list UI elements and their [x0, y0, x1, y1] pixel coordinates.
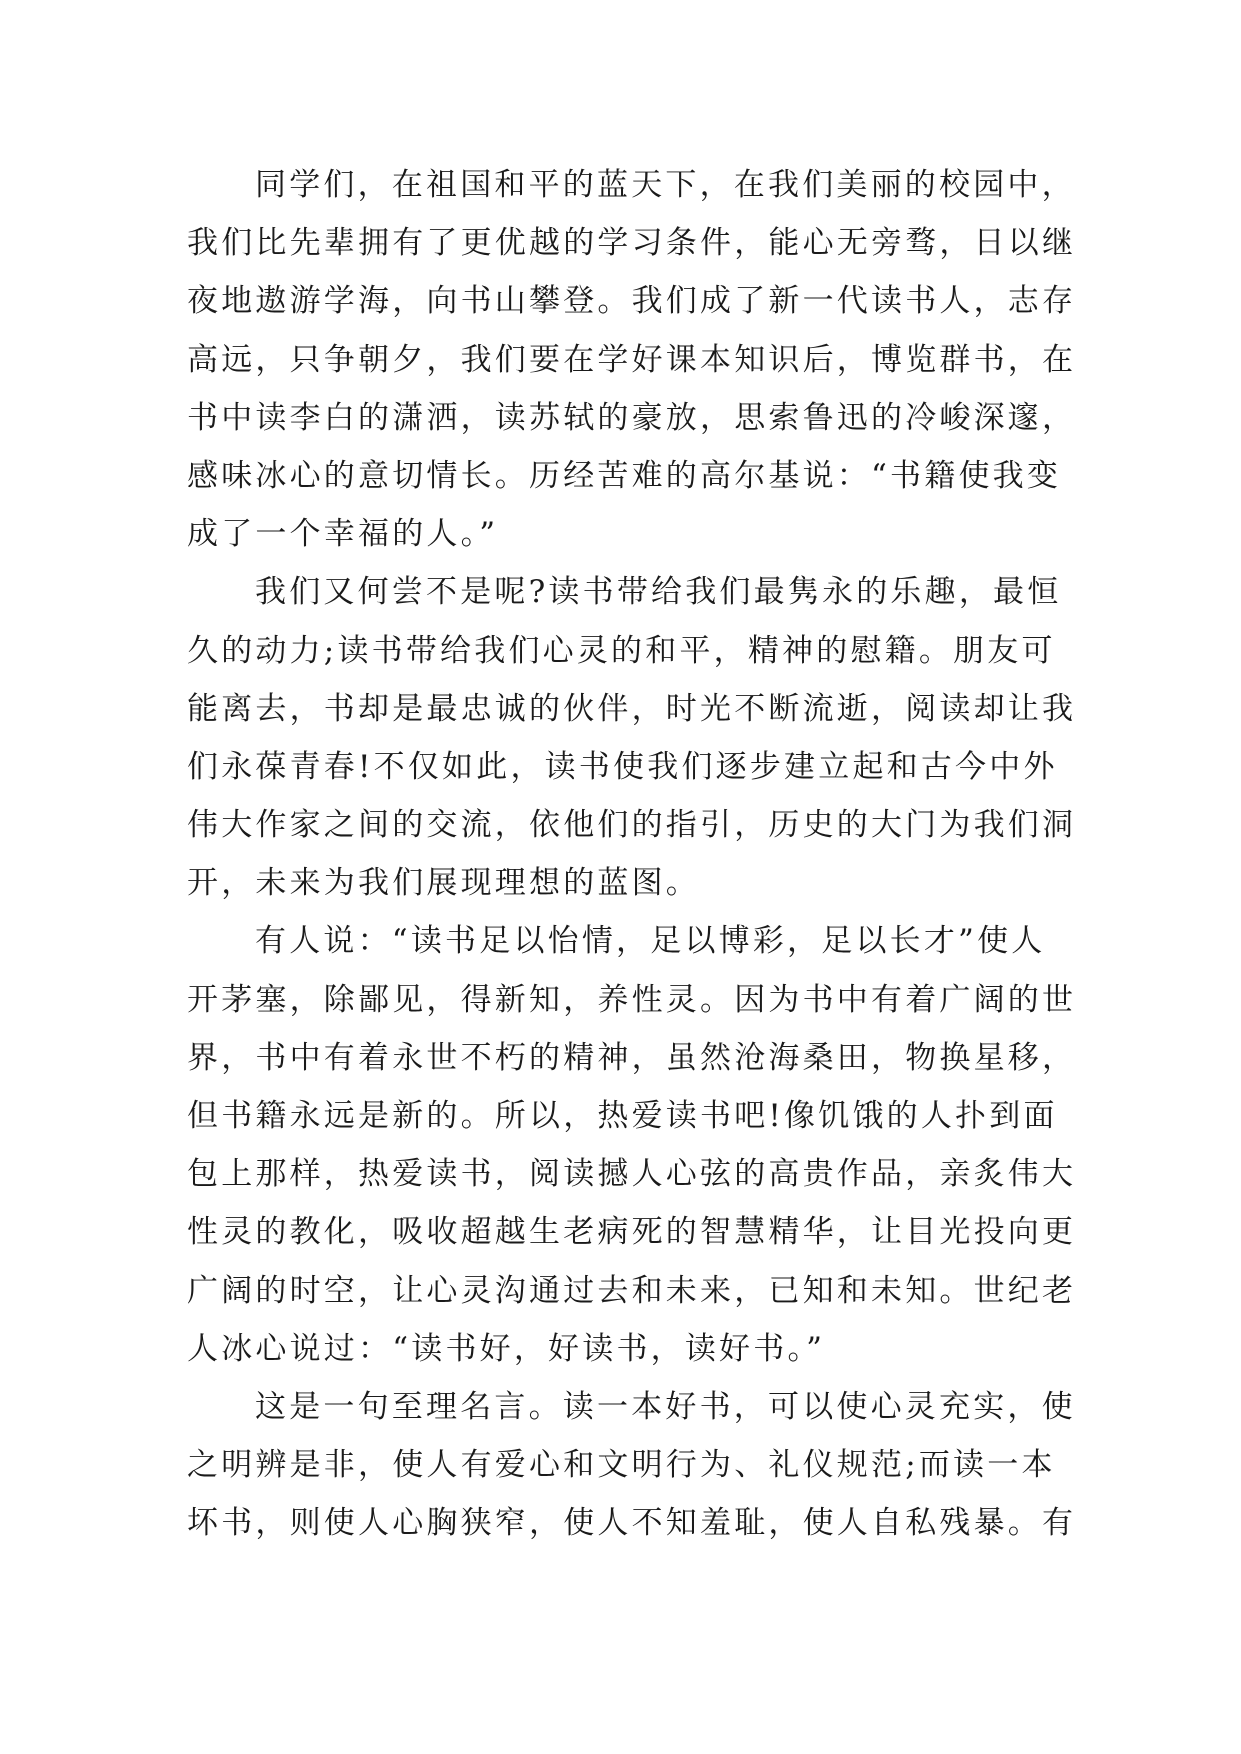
text-line: 开茅塞，除鄙见，得新知，养性灵。因为书中有着广阔的世: [187, 981, 1077, 1018]
text-line: 我们比先辈拥有了更优越的学习条件，能心无旁骛，日以继: [187, 225, 1077, 262]
text-line: 高远，只争朝夕，我们要在学好课本知识后，博览群书，在: [187, 341, 1077, 378]
text-line: 久的动力;读书带给我们心灵的和平，精神的慰籍。朋友可: [187, 632, 1056, 669]
text-line: 性灵的教化，吸收超越生老病死的智慧精华，让目光投向更: [187, 1214, 1077, 1251]
document-body: [187, 156, 1077, 1553]
text-line: 们永葆青春!不仅如此，读书使我们逐步建立起和古今中外: [187, 748, 1058, 785]
text-line: 广阔的时空，让心灵沟通过去和未来，已知和未知。世纪老: [187, 1272, 1077, 1309]
paragraph-first-line: 有人说：“读书足以怡情，足以博彩，足以长才”使人: [255, 923, 1046, 960]
text-line: 感味冰心的意切情长。历经苦难的高尔基说：“书籍使我变: [187, 457, 1062, 494]
text-line: 界，书中有着永世不朽的精神，虽然沧海桑田，物换星移，: [187, 1039, 1077, 1076]
text-line: 能离去，书却是最忠诚的伙伴，时光不断流逝，阅读却让我: [187, 690, 1077, 727]
text-line: 包上那样，热爱读书，阅读撼人心弦的高贵作品，亲炙伟大: [187, 1156, 1077, 1193]
text-line: 夜地遨游学海，向书山攀登。我们成了新一代读书人，志存: [187, 283, 1077, 320]
text-line: 人冰心说过：“读书好，好读书，读好书。”: [187, 1330, 826, 1367]
paragraph-first-line: 我们又何尝不是呢?读书带给我们最隽永的乐趣，最恒: [255, 574, 1062, 611]
paragraph-first-line: 这是一句至理名言。读一本好书，可以使心灵充实，使: [255, 1388, 1076, 1425]
text-line: 但书籍永远是新的。所以，热爱读书吧!像饥饿的人扑到面: [187, 1098, 1058, 1134]
text-line: 伟大作家之间的交流，依他们的指引，历史的大门为我们洞: [187, 807, 1077, 844]
paragraph-first-line: 同学们，在祖国和平的蓝天下，在我们美丽的校园中，: [255, 167, 1076, 203]
text-line: 成了一个幸福的人。”: [187, 516, 499, 553]
text-line: 开，未来为我们展现理想的蓝图。: [187, 865, 700, 902]
text-line: 坏书，则使人心胸狭窄，使人不知羞耻，使人自私残暴。有: [187, 1505, 1077, 1542]
text-line: 之明辨是非，使人有爱心和文明行为、礼仪规范;而读一本: [187, 1447, 1056, 1484]
text-line: 书中读李白的潇洒，读苏轼的豪放，思索鲁迅的冷峻深邃，: [187, 399, 1077, 436]
